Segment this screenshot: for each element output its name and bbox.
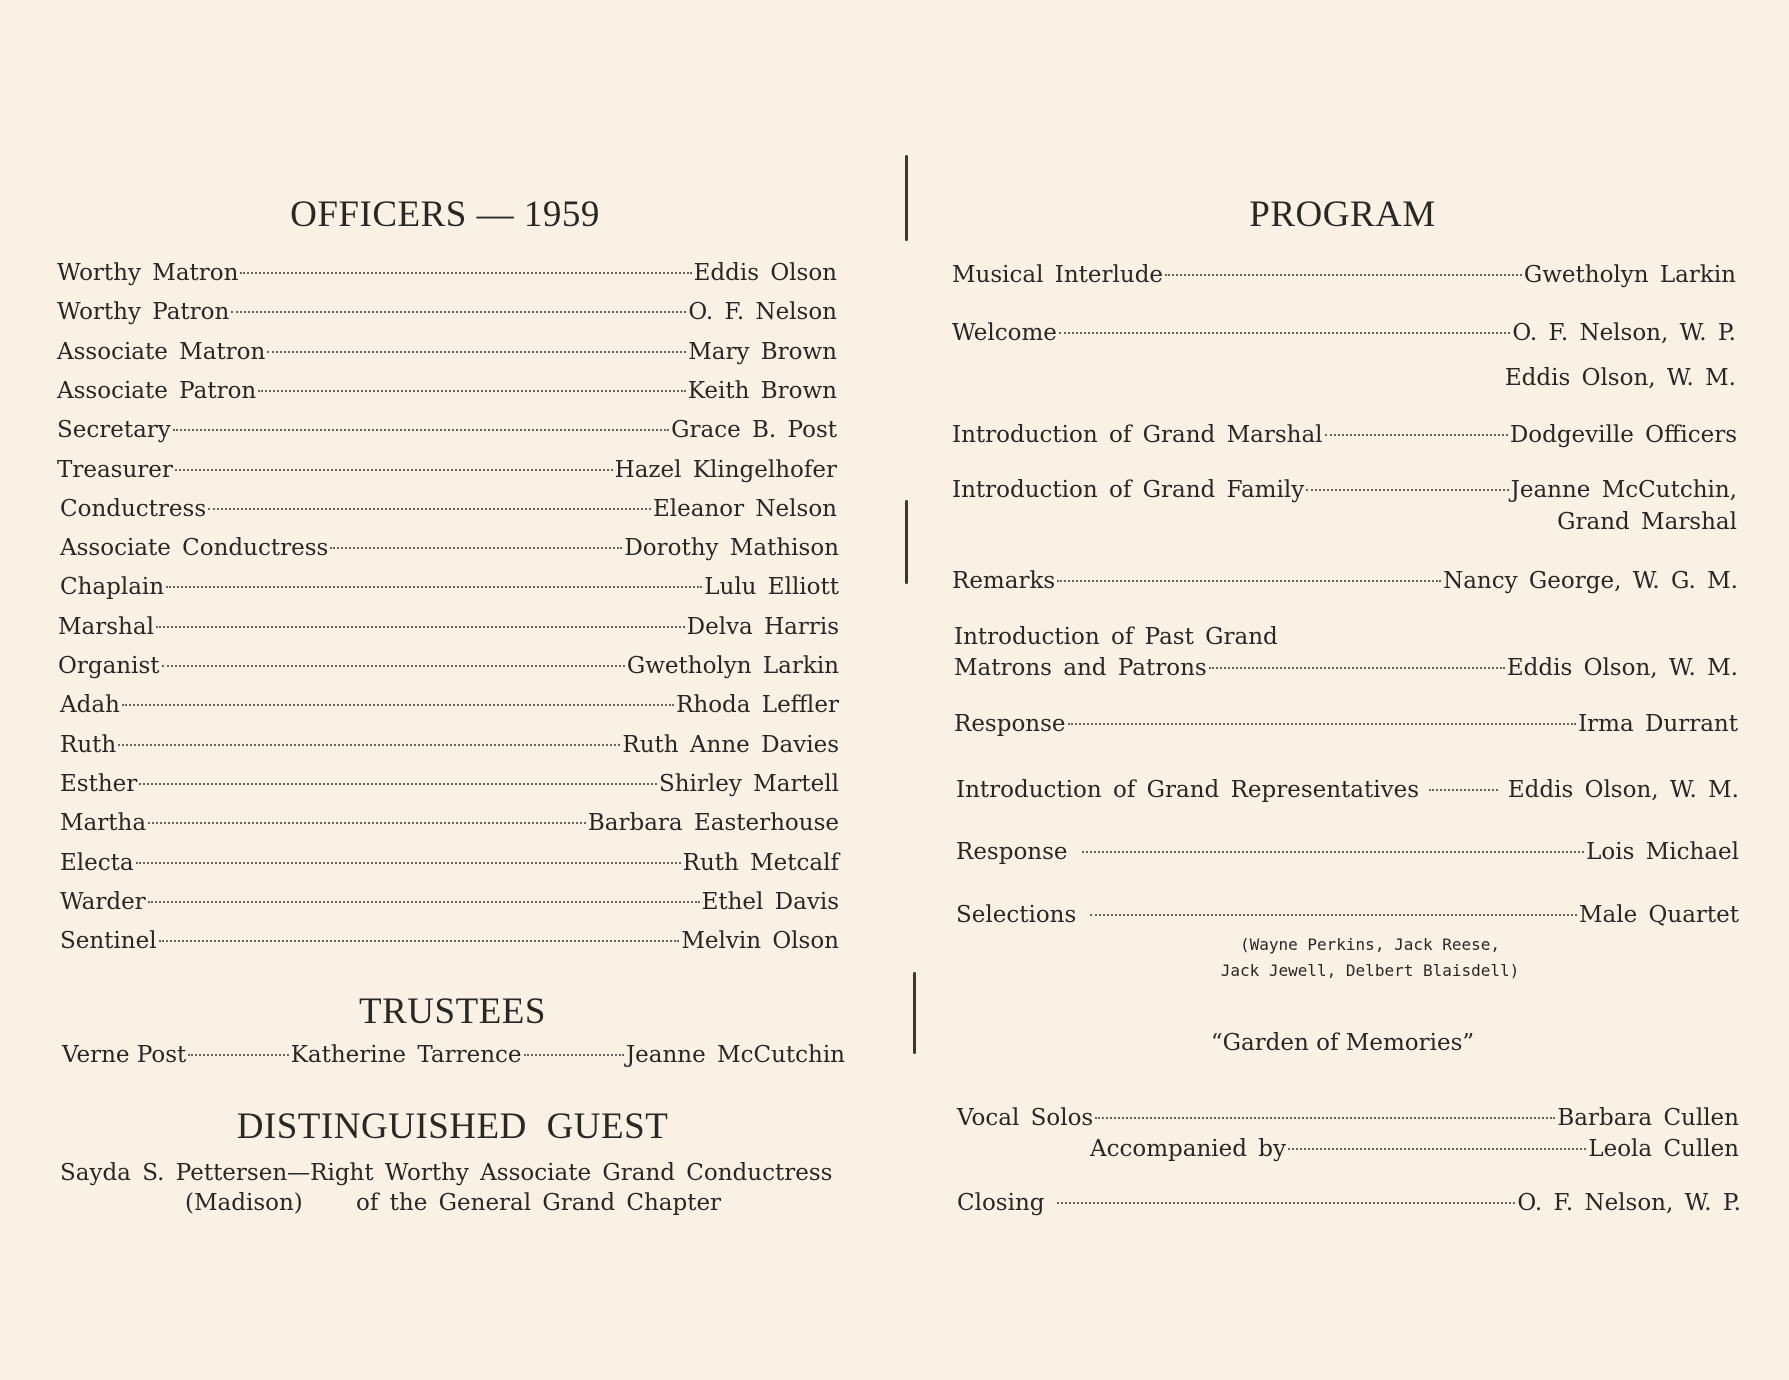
officer-role: Organist <box>58 653 160 679</box>
program-item: Welcome O. F. Nelson, W. P. <box>952 320 1736 346</box>
officer-row <box>57 258 837 288</box>
leader-dots <box>267 351 686 353</box>
leader-dots <box>1429 789 1498 791</box>
officer-name: Keith Brown <box>687 378 837 404</box>
leader-dots <box>258 390 686 392</box>
leader-dots <box>208 508 651 510</box>
leader-dots <box>148 901 700 903</box>
officer-row <box>60 533 839 563</box>
leader-dots <box>159 940 680 942</box>
guest-line-1: Sayda S. Pettersen—Right Worthy Associate Grand Conductress <box>60 1160 833 1186</box>
leader-dots <box>122 704 674 706</box>
officer-name: Eddis Olson <box>693 260 837 286</box>
leader-dots <box>166 586 702 588</box>
officer-name: Delva Harris <box>686 614 839 640</box>
program-item-label: Introduction of Past Grand <box>954 624 1278 650</box>
program-item: Selections Male Quartet <box>956 902 1739 928</box>
officer-role: Electa <box>60 850 134 876</box>
leader-dots <box>1095 1117 1555 1119</box>
program-title: PROGRAM <box>1249 194 1436 235</box>
officer-row <box>60 494 837 524</box>
officer-role: Worthy Patron <box>57 299 230 325</box>
officer-name: Gwetholyn Larkin <box>626 653 839 679</box>
officer-row <box>57 376 837 406</box>
leader-dots <box>1209 667 1505 669</box>
program-item: Closing O. F. Nelson, W. P. <box>957 1190 1741 1216</box>
program-item: Accompanied by Leola Cullen <box>1090 1136 1739 1162</box>
officer-role: Associate Matron <box>57 339 266 365</box>
officer-role: Martha <box>60 810 147 836</box>
officer-name: Dorothy Mathison <box>624 535 839 561</box>
leader-dots <box>1059 332 1510 334</box>
trustee-name: Verne Post <box>62 1042 187 1068</box>
leader-dots <box>136 862 681 864</box>
song-title: “Garden of Memories” <box>1210 1030 1475 1056</box>
officer-row <box>60 690 839 720</box>
quartet-members: Jack Jewell, Delbert Blaisdell) <box>1220 961 1520 980</box>
leader-dots <box>156 626 685 628</box>
leader-dots <box>1306 489 1508 491</box>
officer-row <box>60 730 839 760</box>
officer-role: Associate Patron <box>57 378 257 404</box>
officer-row <box>60 926 839 956</box>
program-item-name: Eddis Olson, W. M. <box>1504 365 1736 391</box>
officer-row <box>57 337 837 367</box>
officer-row <box>60 887 839 917</box>
officer-name: Mary Brown <box>688 339 837 365</box>
guest-place: (Madison) <box>185 1190 303 1216</box>
program-item-name: Grand Marshal <box>1557 509 1737 535</box>
leader-dots <box>1288 1148 1586 1150</box>
officer-role: Worthy Matron <box>57 260 239 286</box>
leader-dots <box>1057 1202 1516 1204</box>
program-item: Matrons and Patrons Eddis Olson, W. M. <box>954 655 1738 681</box>
leader-dots <box>148 822 586 824</box>
leader-dots <box>1325 434 1508 436</box>
officer-row <box>58 612 839 642</box>
program-item: Introduction of Grand Representatives Eddis Olson, W. M. <box>956 777 1739 803</box>
officer-name: Melvin Olson <box>681 928 839 954</box>
officer-role: Marshal <box>58 614 154 640</box>
trustees-title: TRUSTEES <box>359 991 546 1032</box>
officer-name: O. F. Nelson <box>688 299 837 325</box>
program-item: Introduction of Grand Family Jeanne McCutchin, <box>952 477 1737 503</box>
officer-name: Lulu Elliott <box>704 574 839 600</box>
officer-row <box>57 455 837 485</box>
trustee-name: Jeanne McCutchin <box>625 1042 845 1068</box>
officer-role: Sentinel <box>60 928 157 954</box>
officer-name: Eleanor Nelson <box>653 496 837 522</box>
guest-title: DISTINGUISHED GUEST <box>236 1106 669 1147</box>
program-item: Musical Interlude Gwetholyn Larkin <box>952 262 1736 288</box>
officer-name: Barbara Easterhouse <box>587 810 839 836</box>
officer-row <box>58 651 839 681</box>
program-item: Response Lois Michael <box>956 839 1739 865</box>
officer-row <box>60 572 839 602</box>
leader-dots <box>118 744 620 746</box>
officer-name: Shirley Martell <box>658 771 839 797</box>
officer-role: Adah <box>60 692 120 718</box>
guest-chapter: of the General Grand Chapter <box>356 1190 722 1216</box>
program-item: Response Irma Durrant <box>954 711 1738 737</box>
officer-role: Ruth <box>60 732 117 758</box>
officer-role: Treasurer <box>57 457 173 483</box>
trustee-name: Katherine Tarrence <box>290 1042 522 1068</box>
officer-role: Conductress <box>60 496 207 522</box>
officer-name: Hazel Klingelhofer <box>614 457 837 483</box>
officer-role: Associate Conductress <box>60 535 329 561</box>
leader-dots <box>162 665 625 667</box>
leader-dots <box>231 311 686 313</box>
officer-name: Rhoda Leffler <box>676 692 839 718</box>
program-item: Remarks Nancy George, W. G. M. <box>952 568 1738 594</box>
leader-dots <box>1082 851 1585 853</box>
leader-dots <box>175 469 613 471</box>
officers-title: OFFICERS — 1959 <box>290 194 600 235</box>
officer-role: Secretary <box>57 417 171 443</box>
right-page <box>900 0 1789 1380</box>
officer-row <box>60 808 839 838</box>
leader-dots <box>1057 580 1441 582</box>
officer-row <box>60 769 839 799</box>
officer-name: Ruth Anne Davies <box>622 732 839 758</box>
leader-dots <box>1068 723 1577 725</box>
program-item: Introduction of Grand Marshal Dodgeville Officers <box>952 422 1737 448</box>
trustees-row <box>62 1040 845 1070</box>
leader-dots <box>188 1054 288 1056</box>
leader-dots <box>524 1054 624 1056</box>
officer-role: Warder <box>60 889 146 915</box>
leader-dots <box>240 272 691 274</box>
officer-name: Ethel Davis <box>701 889 839 915</box>
officer-name: Grace B. Post <box>671 417 837 443</box>
officer-row <box>57 415 837 445</box>
leader-dots <box>1165 274 1522 276</box>
program-item: Vocal Solos Barbara Cullen <box>957 1105 1739 1131</box>
leader-dots <box>1090 914 1577 916</box>
officer-role: Chaplain <box>60 574 165 600</box>
left-page <box>0 0 890 1380</box>
officer-role: Esther <box>60 771 138 797</box>
leader-dots <box>139 783 657 785</box>
officer-row <box>60 848 839 878</box>
quartet-members: (Wayne Perkins, Jack Reese, <box>1239 935 1501 954</box>
leader-dots <box>173 429 669 431</box>
leader-dots <box>330 547 622 549</box>
officer-name: Ruth Metcalf <box>682 850 839 876</box>
officer-row <box>57 297 837 327</box>
